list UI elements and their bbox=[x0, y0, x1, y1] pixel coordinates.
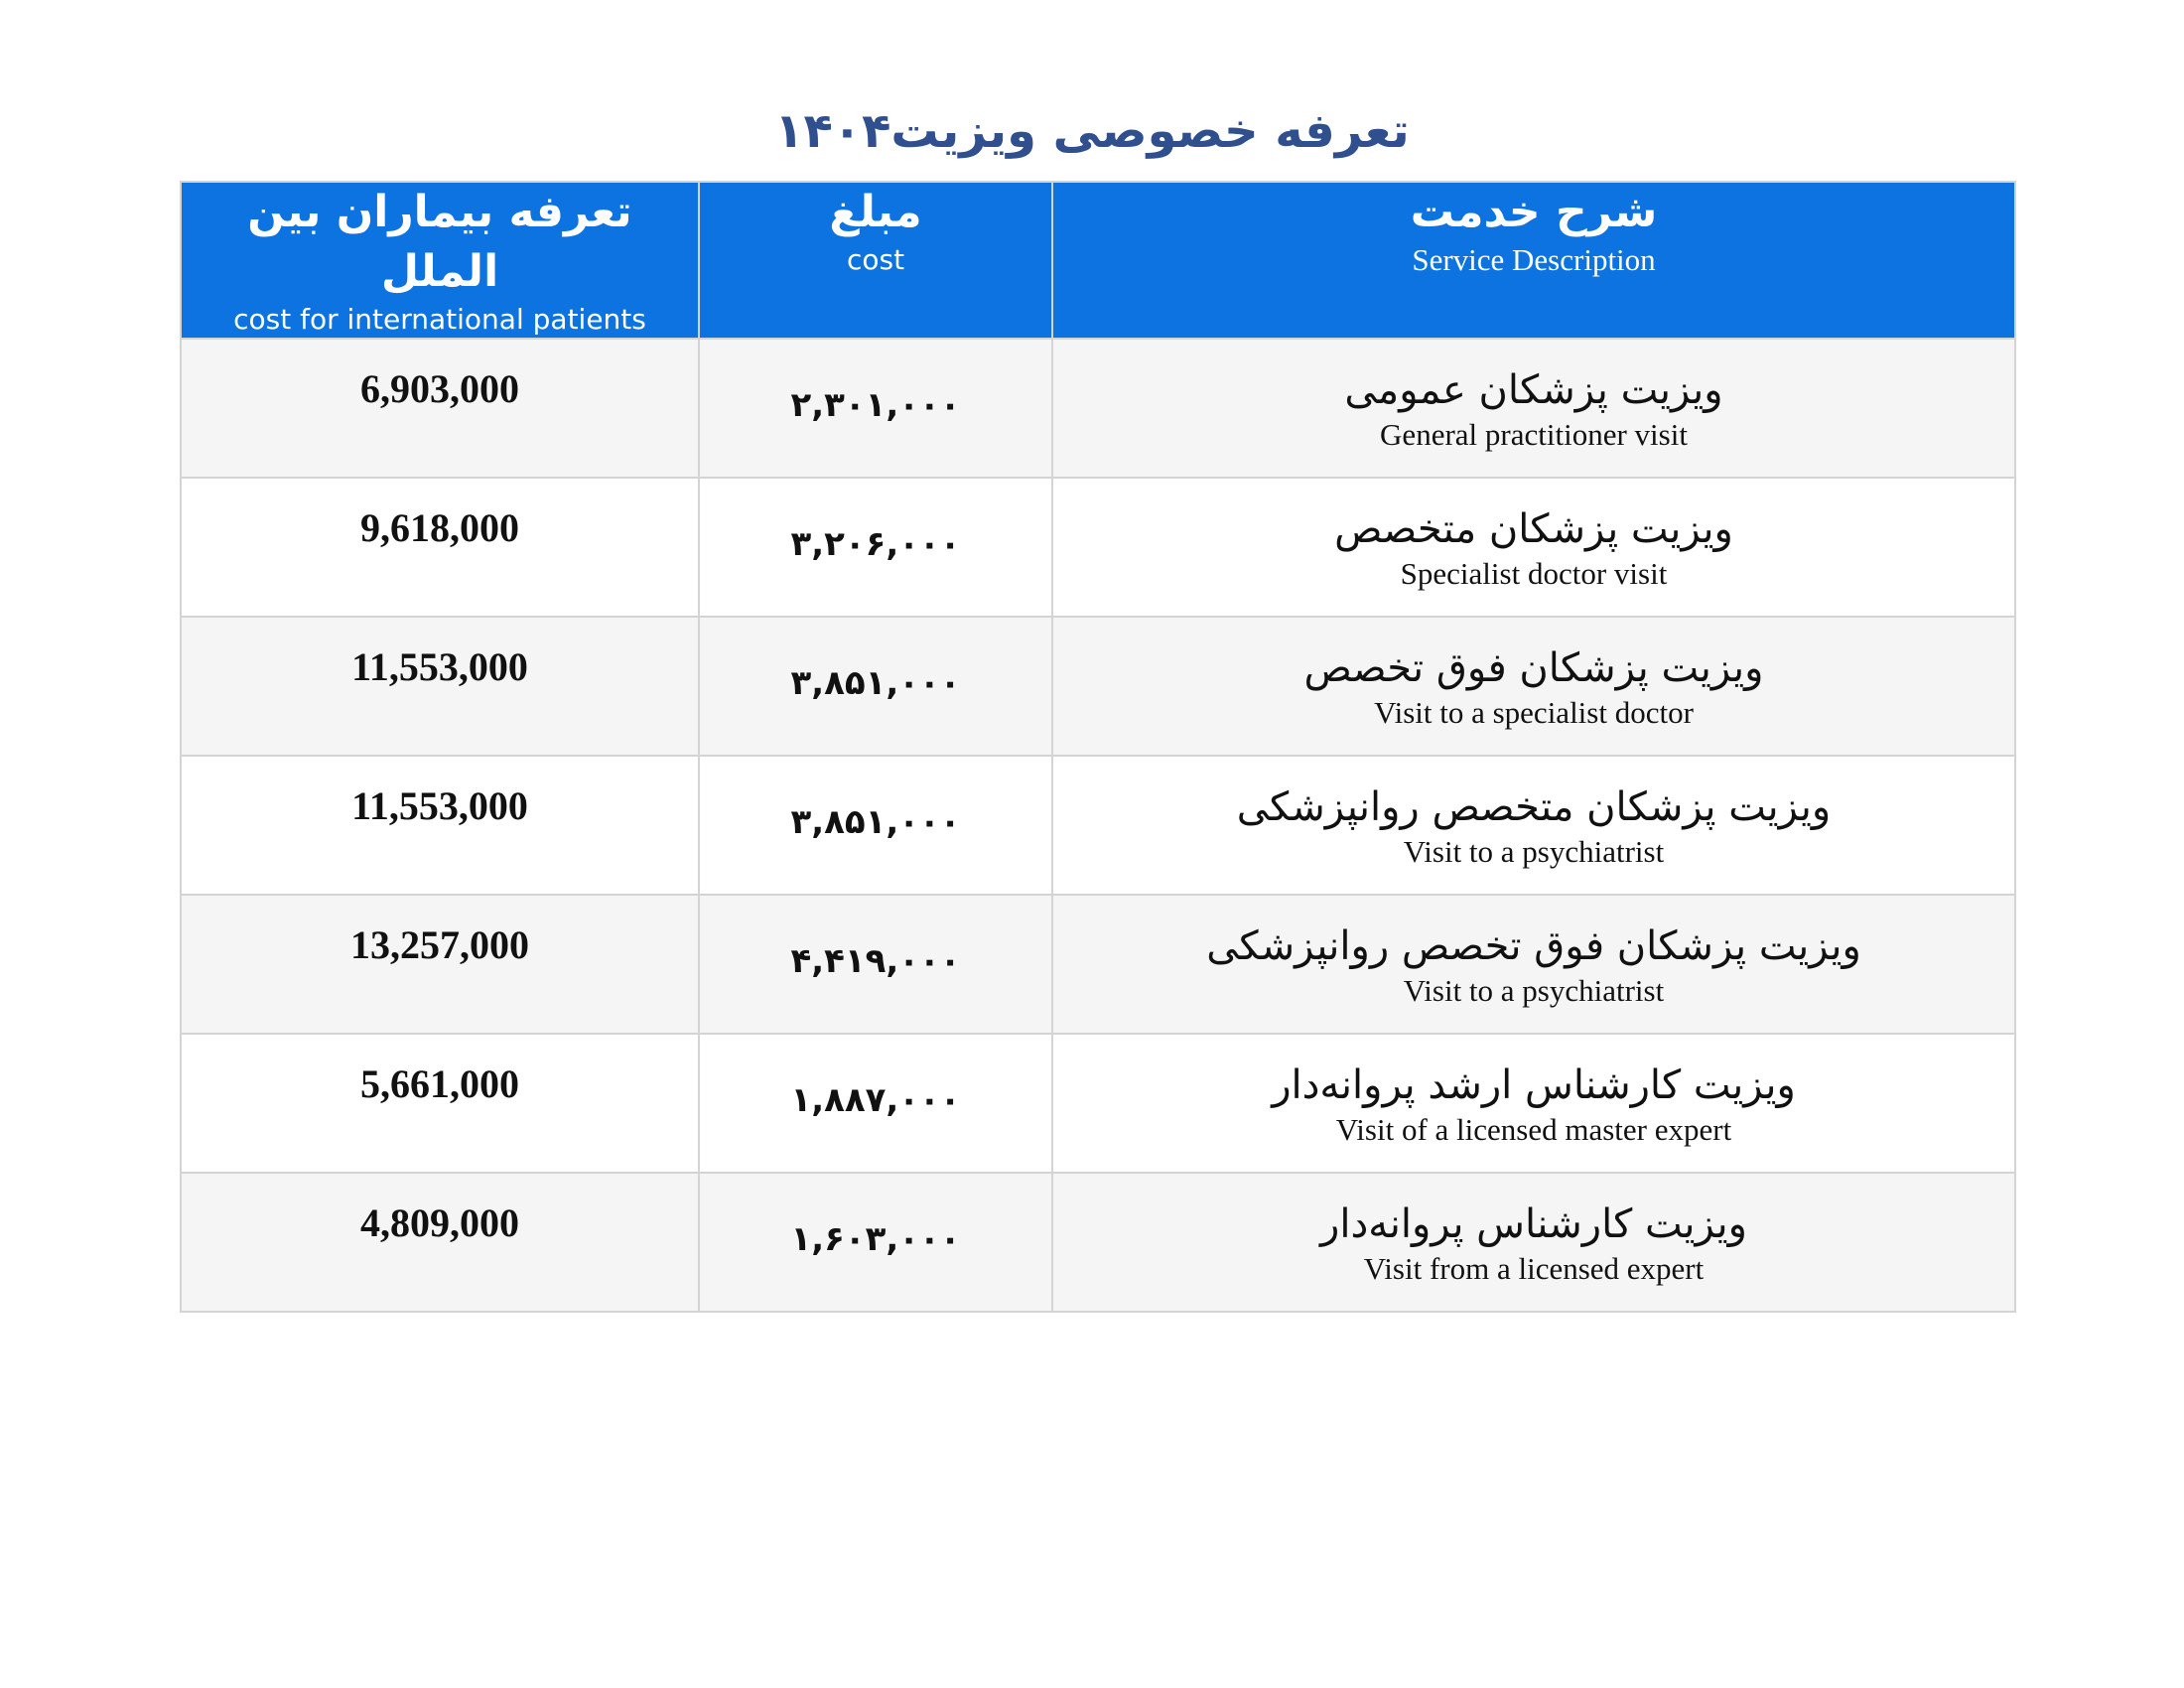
header-service-description-fa: شرح خدمت bbox=[1410, 187, 1658, 237]
intl-cost-cell bbox=[181, 1173, 699, 1312]
tariff-table bbox=[180, 181, 2016, 1313]
description-cell bbox=[1052, 339, 2015, 478]
cost-value: ۲,۳۰۱,۰۰۰ bbox=[790, 385, 961, 425]
header-international-cost-fa: تعرفه بیماران بین الملل bbox=[247, 187, 632, 297]
description-en: Visit from a licensed expert bbox=[1363, 1251, 1705, 1286]
description-en: Visit of a licensed master expert bbox=[1335, 1112, 1732, 1147]
intl-cost-value: 13,257,000 bbox=[350, 922, 529, 967]
table-row bbox=[181, 756, 2015, 895]
description-fa: ویزیت کارشناس ارشد پروانه‌دار bbox=[1272, 1062, 1796, 1108]
cost-cell bbox=[699, 339, 1052, 478]
intl-cost-value: 11,553,000 bbox=[351, 644, 528, 689]
description-cell bbox=[1052, 1173, 2015, 1312]
description-fa: ویزیت پزشکان متخصص روانپزشکی bbox=[1236, 784, 1832, 830]
table-row bbox=[181, 478, 2015, 617]
header-cost bbox=[699, 182, 1052, 339]
intl-cost-cell bbox=[181, 1034, 699, 1173]
table-row bbox=[181, 617, 2015, 756]
description-cell bbox=[1052, 756, 2015, 895]
header-service-description-en: Service Description bbox=[1412, 242, 1656, 277]
cost-value: ۱,۶۰۳,۰۰۰ bbox=[790, 1219, 961, 1259]
description-en: Visit to a psychiatrist bbox=[1403, 834, 1665, 869]
cost-cell bbox=[699, 756, 1052, 895]
cost-value: ۳,۲۰۶,۰۰۰ bbox=[790, 524, 961, 564]
header-international-cost bbox=[181, 182, 699, 339]
description-fa: ویزیت پزشکان فوق تخصص bbox=[1303, 645, 1764, 691]
header-service-description bbox=[1052, 182, 2015, 339]
cost-value: ۱,۸۸۷,۰۰۰ bbox=[790, 1080, 961, 1120]
table-row bbox=[181, 339, 2015, 478]
intl-cost-cell bbox=[181, 895, 699, 1034]
cost-cell bbox=[699, 617, 1052, 756]
description-fa: ویزیت پزشکان متخصص bbox=[1334, 506, 1733, 552]
header-row bbox=[181, 182, 2015, 339]
intl-cost-cell bbox=[181, 478, 699, 617]
description-en: Visit to a psychiatrist bbox=[1403, 973, 1665, 1008]
intl-cost-value: 5,661,000 bbox=[360, 1061, 519, 1106]
description-cell bbox=[1052, 1034, 2015, 1173]
description-en: Visit to a specialist doctor bbox=[1374, 695, 1694, 730]
description-en: General practitioner visit bbox=[1380, 417, 1688, 452]
intl-cost-cell bbox=[181, 617, 699, 756]
intl-cost-value: 11,553,000 bbox=[351, 783, 528, 828]
cost-value: ۴,۴۱۹,۰۰۰ bbox=[790, 941, 961, 981]
cost-value: ۳,۸۵۱,۰۰۰ bbox=[790, 802, 961, 842]
cost-cell bbox=[699, 895, 1052, 1034]
description-fa: ویزیت پزشکان فوق تخصص روانپزشکی bbox=[1206, 923, 1861, 969]
table-row bbox=[181, 895, 2015, 1034]
page-title: تعرفه خصوصی ویزیت۱۴۰۴ bbox=[774, 103, 1410, 159]
cost-cell bbox=[699, 478, 1052, 617]
cost-value: ۳,۸۵۱,۰۰۰ bbox=[790, 663, 961, 703]
intl-cost-value: 9,618,000 bbox=[360, 505, 519, 550]
header-cost-en: cost bbox=[846, 243, 905, 276]
intl-cost-value: 4,809,000 bbox=[360, 1200, 519, 1245]
header-cost-fa: مبلغ bbox=[829, 187, 922, 237]
description-fa: ویزیت کارشناس پروانه‌دار bbox=[1320, 1201, 1747, 1247]
description-cell bbox=[1052, 478, 2015, 617]
intl-cost-cell bbox=[181, 756, 699, 895]
intl-cost-cell bbox=[181, 339, 699, 478]
table-body bbox=[181, 339, 2015, 1312]
table-header bbox=[181, 182, 2015, 339]
table-row bbox=[181, 1173, 2015, 1312]
description-cell bbox=[1052, 617, 2015, 756]
cost-cell bbox=[699, 1034, 1052, 1173]
cost-cell bbox=[699, 1173, 1052, 1312]
table-row bbox=[181, 1034, 2015, 1173]
description-fa: ویزیت پزشکان عمومی bbox=[1344, 367, 1723, 413]
description-cell bbox=[1052, 895, 2015, 1034]
intl-cost-value: 6,903,000 bbox=[360, 366, 519, 411]
header-international-cost-en: cost for international patients bbox=[233, 303, 646, 336]
description-en: Specialist doctor visit bbox=[1400, 556, 1668, 591]
